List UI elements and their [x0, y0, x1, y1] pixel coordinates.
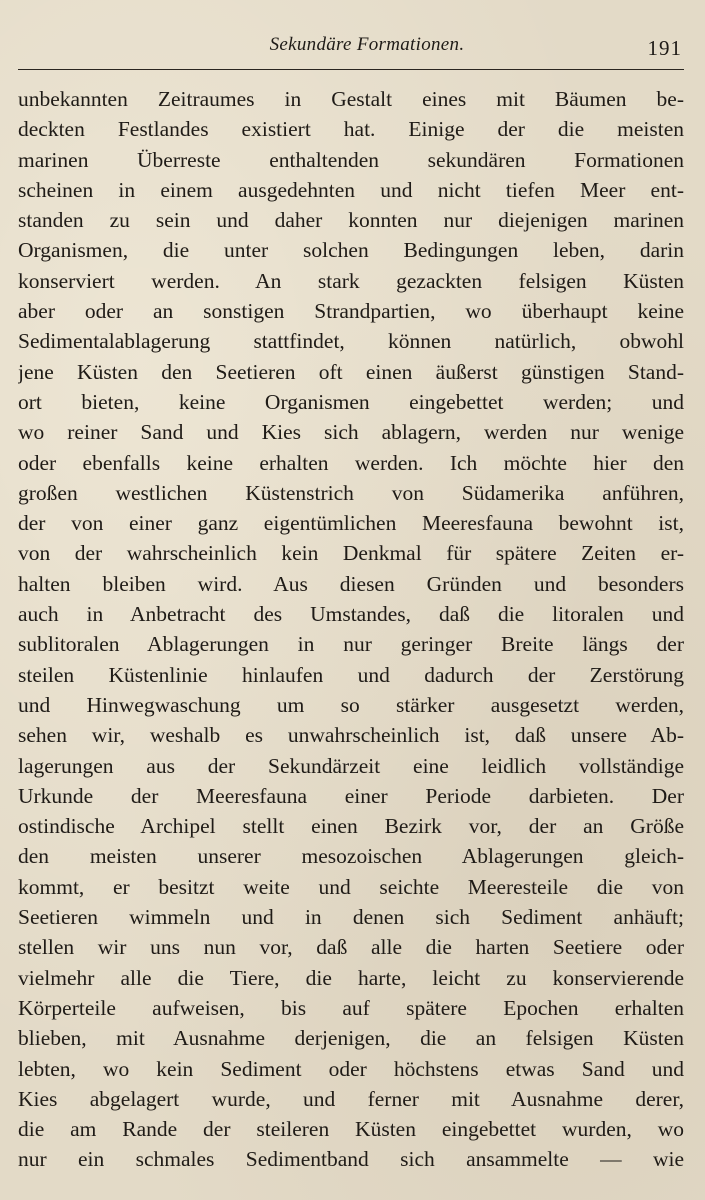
- text-line: stellen wir uns nun vor, daß alle die harten Seetiere oder: [18, 935, 684, 960]
- text-line: wo reiner Sand und Kies sich ablagern, werden nur wenige: [18, 420, 684, 445]
- text-line: und Hinwegwaschung um so stärker ausgesetzt werden,: [18, 692, 684, 717]
- text-line: Körperteile aufweisen, bis auf spätere Epochen erhalten: [18, 995, 684, 1020]
- text-line: lagerungen aus der Sekundärzeit eine leidlich vollständige: [18, 753, 684, 778]
- text-line: ostindische Archipel stellt einen Bezirk vor, der an Größe: [18, 814, 684, 839]
- text-line: sehen wir, weshalb es unwahrscheinlich ist, daß unsere Ab-: [18, 723, 684, 748]
- text-line: steilen Küstenlinie hinlaufen und dadurch der Zerstörung: [18, 662, 684, 687]
- text-line: marinen Überreste enthaltenden sekundären Formationen: [18, 147, 684, 172]
- text-line: von der wahrscheinlich kein Denkmal für spätere Zeiten er-: [18, 541, 684, 566]
- text-line: kommt, er besitzt weite und seichte Meeresteile die von: [18, 874, 684, 899]
- text-line: Organismen, die unter solchen Bedingungen leben, darin: [18, 238, 684, 263]
- text-line: deckten Festlandes existiert hat. Einige der die meisten: [18, 117, 684, 142]
- text-line: Urkunde der Meeresfauna einer Periode darbieten. Der: [18, 783, 684, 808]
- text-line: aber oder an sonstigen Strandpartien, wo überhaupt keine: [18, 299, 684, 324]
- running-head: [18, 34, 686, 62]
- header-rule: [18, 69, 684, 70]
- text-line: halten bleiben wird. Aus diesen Gründen und besonders: [18, 571, 684, 596]
- body-text: [18, 84, 684, 1175]
- running-title: Sekundäre Formationen.: [269, 34, 465, 55]
- text-line: nur ein schmales Sedimentband sich ansammelte — wie: [18, 1147, 684, 1172]
- text-line: ort bieten, keine Organismen eingebettet werden; und: [18, 389, 684, 414]
- page-number: 191: [647, 36, 682, 60]
- text-line: scheinen in einem ausgedehnten und nicht tiefen Meer ent-: [18, 177, 684, 202]
- text-line: den meisten unserer mesozoischen Ablagerungen gleich-: [18, 844, 684, 869]
- text-line: blieben, mit Ausnahme derjenigen, die an felsigen Küsten: [18, 1026, 684, 1051]
- text-line: oder ebenfalls keine erhalten werden. Ich möchte hier den: [18, 450, 684, 475]
- text-line: Seetieren wimmeln und in denen sich Sediment anhäuft;: [18, 905, 684, 930]
- text-line: konserviert werden. An stark gezackten felsigen Küsten: [18, 268, 684, 293]
- text-line: lebten, wo kein Sediment oder höchstens etwas Sand und: [18, 1056, 684, 1081]
- text-line: die am Rande der steileren Küsten eingebettet wurden, wo: [18, 1117, 684, 1142]
- text-line: sublitoralen Ablagerungen in nur geringer Breite längs der: [18, 632, 684, 657]
- text-line: jene Küsten den Seetieren oft einen äußerst günstigen Stand-: [18, 359, 684, 384]
- text-line: der von einer ganz eigentümlichen Meeresfauna bewohnt ist,: [18, 511, 684, 536]
- text-line: Sedimentalablagerung stattfindet, können natürlich, obwohl: [18, 329, 684, 354]
- text-line: Kies abgelagert wurde, und ferner mit Ausnahme derer,: [18, 1086, 684, 1111]
- text-line: vielmehr alle die Tiere, die harte, leicht zu konservierende: [18, 965, 684, 990]
- text-line: unbekannten Zeitraumes in Gestalt eines mit Bäumen be-: [18, 87, 684, 111]
- text-line: auch in Anbetracht des Umstandes, daß die litoralen und: [18, 602, 684, 627]
- text-line: großen westlichen Küstenstrich von Südamerika anführen,: [18, 480, 684, 505]
- text-line: standen zu sein und daher konnten nur diejenigen marinen: [18, 208, 684, 233]
